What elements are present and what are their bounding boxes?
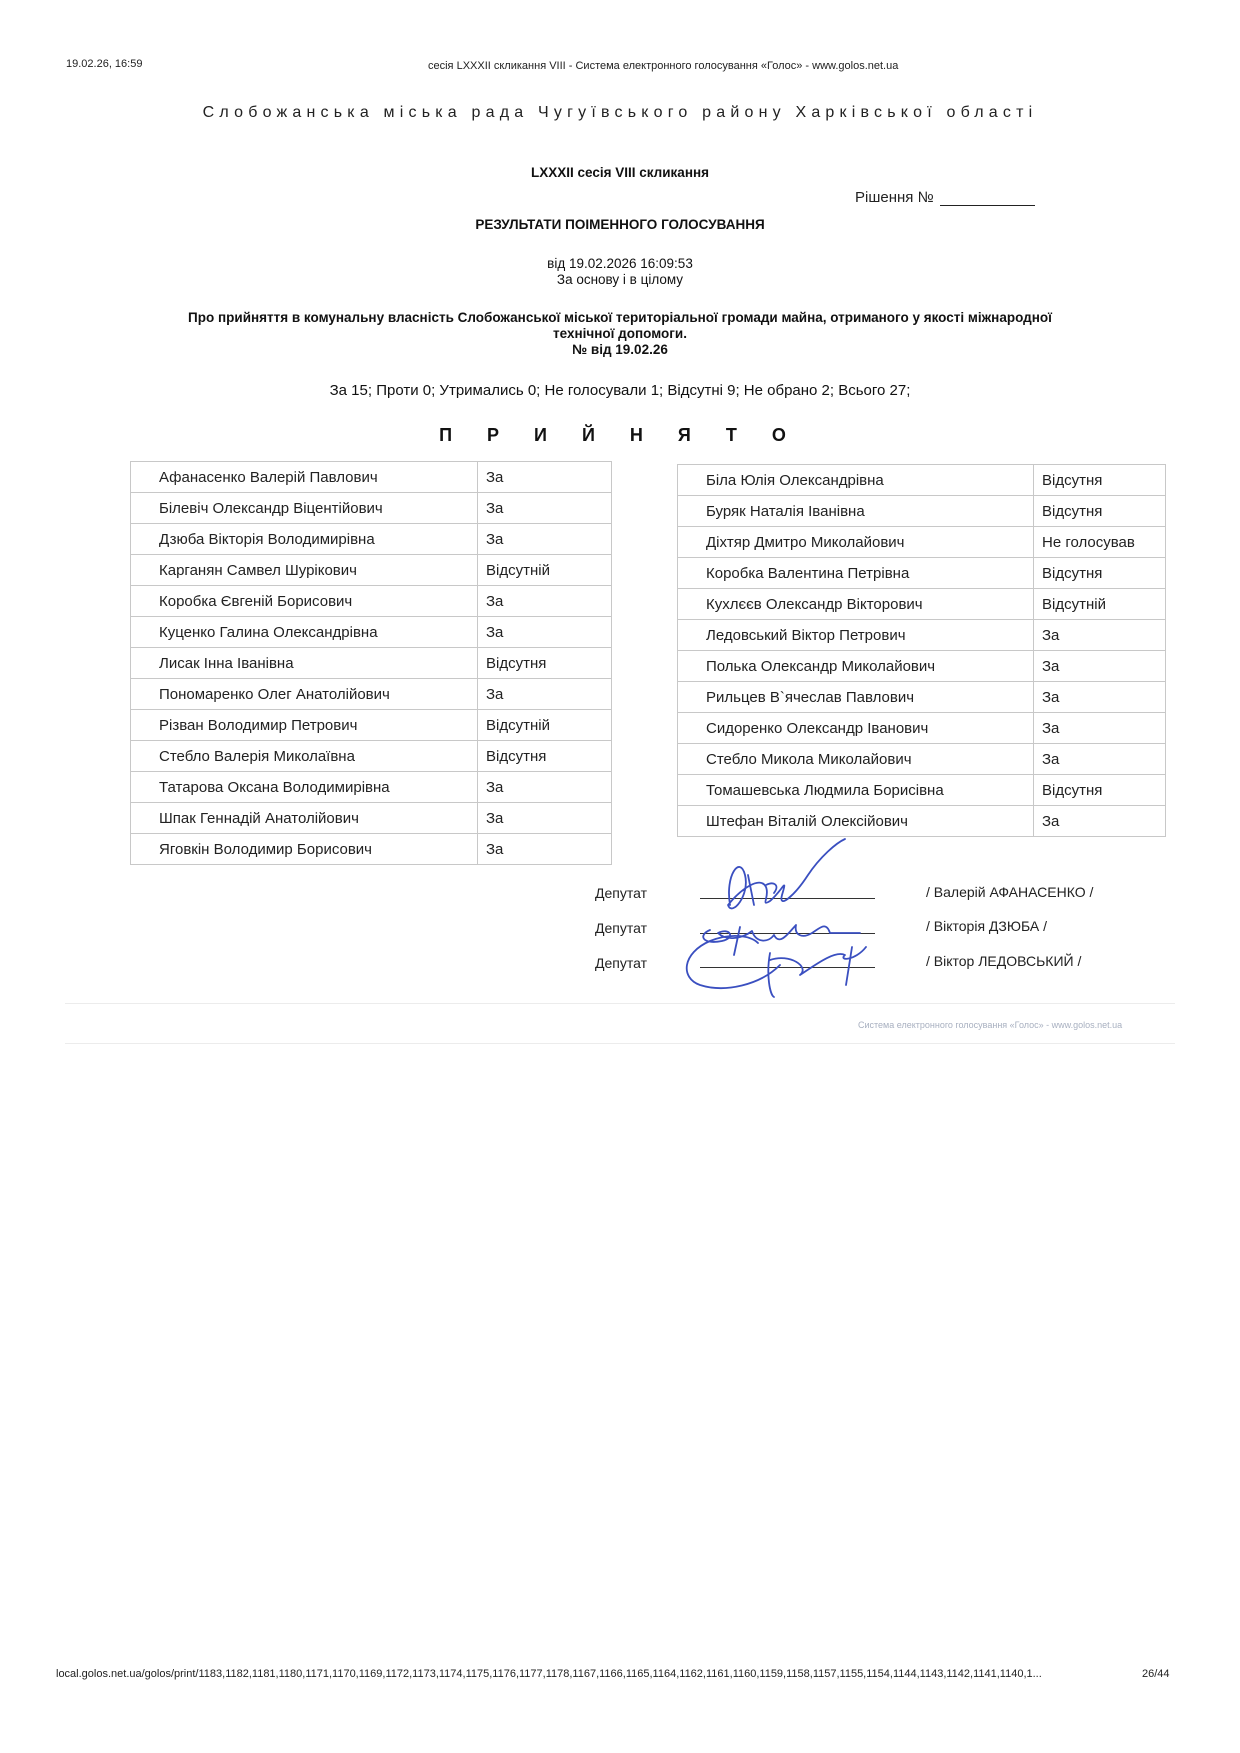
deputy-vote: За bbox=[1034, 682, 1166, 713]
subject-line-2: технічної допомоги. bbox=[553, 326, 687, 341]
deputy-name: Коробка Валентина Петрівна bbox=[678, 558, 1034, 589]
footer-url: local.golos.net.ua/golos/print/1183,1182,1181,1180,1171,1170,1169,1172,1173,1174,1175,1176,1177,1178,1167,1166,1165,1164,1162,1161,1160,1159,1158,1157,1155,1154,1144,1143,1142,1141,1140,1... bbox=[56, 1668, 1042, 1680]
deputy-vote: Відсутній bbox=[478, 555, 612, 586]
deputy-vote: За bbox=[478, 772, 612, 803]
vote-row-right bbox=[678, 527, 1166, 558]
vote-row-right bbox=[678, 744, 1166, 775]
vote-row-left bbox=[131, 462, 612, 493]
deputy-vote: За bbox=[1034, 806, 1166, 837]
deputy-name: Куценко Галина Олександрівна bbox=[131, 617, 478, 648]
signature-name-1: / Валерій АФАНАСЕНКО / bbox=[926, 884, 1094, 900]
deputy-name: Лисак Інна Іванівна bbox=[131, 648, 478, 679]
vote-row-left bbox=[131, 741, 612, 772]
signature-name-2: / Вікторія ДЗЮБА / bbox=[926, 918, 1047, 934]
vote-row-right bbox=[678, 558, 1166, 589]
deputy-vote: За bbox=[478, 586, 612, 617]
deputy-name: Сидоренко Олександр Іванович bbox=[678, 713, 1034, 744]
vote-row-left bbox=[131, 772, 612, 803]
vote-row-right bbox=[678, 589, 1166, 620]
deputy-vote: За bbox=[478, 493, 612, 524]
header-title: сесія LXXXII скликання VIII - Система електронного голосування «Голос» - www.golos.net.ua bbox=[428, 60, 899, 72]
vote-row-left bbox=[131, 524, 612, 555]
deputy-name: Різван Володимир Петрович bbox=[131, 710, 478, 741]
signature-afanasenko bbox=[728, 839, 845, 908]
votes-table-left bbox=[130, 461, 612, 865]
vote-row-right bbox=[678, 806, 1166, 837]
deputy-name: Томашевська Людмила Борисівна bbox=[678, 775, 1034, 806]
header-datetime: 19.02.26, 16:59 bbox=[66, 58, 143, 70]
votes-table-right bbox=[677, 464, 1166, 837]
subject bbox=[120, 310, 1120, 358]
subject-line-1: Про прийняття в комунальну власність Слобожанської міської територіальної громади майна, отриманого у якості міжнародної bbox=[188, 310, 1052, 325]
session-title: LXXXII сесія VIII скликання bbox=[531, 165, 709, 180]
vote-row-right bbox=[678, 713, 1166, 744]
deputy-vote: За bbox=[478, 834, 612, 865]
deputy-name: Ледовський Віктор Петрович bbox=[678, 620, 1034, 651]
vote-basis: За основу і в цілому bbox=[556, 272, 684, 287]
deputy-name: Стебло Микола Миколайович bbox=[678, 744, 1034, 775]
signature-name-3: / Віктор ЛЕДОВСЬКИЙ / bbox=[926, 953, 1082, 969]
vote-row-left bbox=[131, 493, 612, 524]
vote-row-left bbox=[131, 586, 612, 617]
council-name: Слобожанська міська рада Чугуївського району Харківської області bbox=[202, 104, 1038, 121]
deputy-name: Кухлєєв Олександр Вікторович bbox=[678, 589, 1034, 620]
deputy-name: Стебло Валерія Миколаївна bbox=[131, 741, 478, 772]
signature-label-2: Депутат bbox=[595, 920, 647, 936]
deputy-vote: За bbox=[1034, 713, 1166, 744]
deputy-name: Яговкін Володимир Борисович bbox=[131, 834, 478, 865]
deputy-vote: Відсутня bbox=[1034, 558, 1166, 589]
decision-number-blank bbox=[940, 191, 1035, 206]
vote-datetime: від 19.02.2026 16:09:53 bbox=[547, 256, 693, 271]
deputy-vote: За bbox=[478, 679, 612, 710]
deputy-name: Татарова Оксана Володимирівна bbox=[131, 772, 478, 803]
system-mark: Система електронного голосування «Голос» - www.golos.net.ua bbox=[858, 1020, 1123, 1030]
decision-label: Рішення № bbox=[855, 189, 934, 206]
vote-row-left bbox=[131, 648, 612, 679]
deputy-name: Білевіч Олександр Віцентійович bbox=[131, 493, 478, 524]
signature-label-1: Депутат bbox=[595, 885, 647, 901]
vote-row-left bbox=[131, 710, 612, 741]
vote-row-left bbox=[131, 803, 612, 834]
deputy-vote: За bbox=[1034, 651, 1166, 682]
results-title: РЕЗУЛЬТАТИ ПОІМЕННОГО ГОЛОСУВАННЯ bbox=[475, 217, 765, 232]
decision-number bbox=[855, 189, 1035, 206]
deputy-vote: За bbox=[1034, 744, 1166, 775]
subject-line-3: № від 19.02.26 bbox=[572, 342, 668, 357]
deputy-vote: Відсутня bbox=[1034, 496, 1166, 527]
vote-info bbox=[0, 256, 1240, 288]
result-status: П Р И Й Н Я Т О bbox=[439, 425, 801, 445]
deputy-vote: Відсутній bbox=[478, 710, 612, 741]
deputy-name: Діхтяр Дмитро Миколайович bbox=[678, 527, 1034, 558]
deputy-vote: За bbox=[478, 524, 612, 555]
vote-row-right bbox=[678, 682, 1166, 713]
signature-label-3: Депутат bbox=[595, 955, 647, 971]
deputy-name: Полька Олександр Миколайович bbox=[678, 651, 1034, 682]
deputy-name: Дзюба Вікторія Володимирівна bbox=[131, 524, 478, 555]
vote-row-left bbox=[131, 555, 612, 586]
deputy-vote: Відсутня bbox=[478, 741, 612, 772]
deputy-name: Рильцев В`ячеслав Павлович bbox=[678, 682, 1034, 713]
separator-top bbox=[65, 1003, 1175, 1004]
footer-page: 26/44 bbox=[1142, 1668, 1170, 1680]
vote-row-right bbox=[678, 651, 1166, 682]
deputy-name: Біла Юлія Олександрівна bbox=[678, 465, 1034, 496]
separator-bottom bbox=[65, 1043, 1175, 1044]
deputy-vote: Відсутня bbox=[1034, 775, 1166, 806]
deputy-name: Буряк Наталія Іванівна bbox=[678, 496, 1034, 527]
deputy-vote: За bbox=[478, 803, 612, 834]
vote-row-left bbox=[131, 617, 612, 648]
deputy-vote: За bbox=[1034, 620, 1166, 651]
deputy-name: Коробка Євгеній Борисович bbox=[131, 586, 478, 617]
deputy-vote: За bbox=[478, 617, 612, 648]
deputy-vote: Відсутня bbox=[1034, 465, 1166, 496]
signature-ledovskyi bbox=[687, 936, 866, 997]
vote-tally: За 15; Проти 0; Утримались 0; Не голосували 1; Відсутні 9; Не обрано 2; Всього 27; bbox=[329, 382, 911, 399]
deputy-name: Шпак Геннадій Анатолійович bbox=[131, 803, 478, 834]
deputy-name: Афанасенко Валерій Павлович bbox=[131, 462, 478, 493]
deputy-name: Штефан Віталій Олексійович bbox=[678, 806, 1034, 837]
vote-row-right bbox=[678, 496, 1166, 527]
deputy-vote: Не голосував bbox=[1034, 527, 1166, 558]
deputy-vote: Відсутня bbox=[478, 648, 612, 679]
vote-row-right bbox=[678, 465, 1166, 496]
vote-row-right bbox=[678, 775, 1166, 806]
vote-row-left bbox=[131, 834, 612, 865]
signature-dziuba bbox=[703, 925, 860, 955]
deputy-vote: Відсутній bbox=[1034, 589, 1166, 620]
vote-row-right bbox=[678, 620, 1166, 651]
deputy-name: Пономаренко Олег Анатолійович bbox=[131, 679, 478, 710]
handwritten-signatures bbox=[670, 835, 900, 1000]
vote-row-left bbox=[131, 679, 612, 710]
deputy-vote: За bbox=[478, 462, 612, 493]
deputy-name: Карганян Самвел Шурікович bbox=[131, 555, 478, 586]
